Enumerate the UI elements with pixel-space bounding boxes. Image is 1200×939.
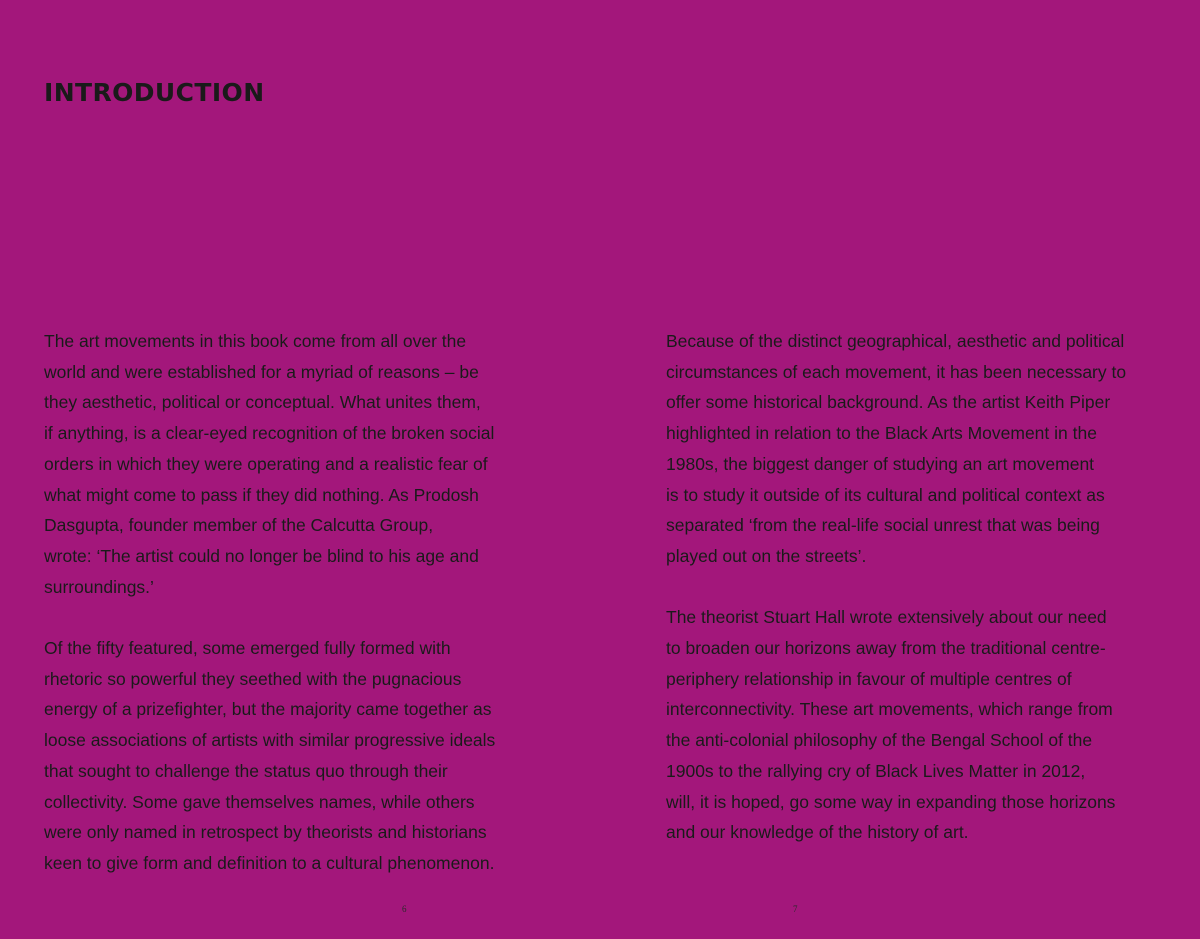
text-line: they aesthetic, political or conceptual. What unites them,	[44, 392, 481, 413]
text-line: surroundings.’	[44, 576, 154, 597]
page-number: 6	[402, 904, 407, 914]
text-line: and our knowledge of the history of art.	[666, 822, 969, 843]
text-line: orders in which they were operating and a realistic fear of	[44, 453, 488, 474]
text-line: Dasgupta, founder member of the Calcutta Group,	[44, 515, 434, 536]
text-line: highlighted in relation to the Black Arts Movement in the	[666, 423, 1097, 444]
text-line: what might come to pass if they did nothing. As Prodosh	[44, 484, 479, 505]
text-line: collectivity. Some gave themselves names, while others	[44, 791, 475, 812]
paragraph	[666, 326, 1166, 572]
text-line: The theorist Stuart Hall wrote extensively about our need	[666, 607, 1107, 628]
chapter-heading: INTRODUCTION	[44, 78, 265, 107]
right-page	[600, 0, 1200, 939]
text-line: loose associations of artists with similar progressive ideals	[44, 730, 496, 751]
text-line: energy of a prizefighter, but the majority came together as	[44, 699, 492, 720]
text-line: wrote: ‘The artist could no longer be blind to his age and	[44, 545, 479, 566]
text-line: will, it is hoped, go some way in expanding those horizons	[666, 791, 1116, 812]
text-line: were only named in retrospect by theorists and historians	[44, 822, 487, 843]
text-line: interconnectivity. These art movements, which range from	[666, 699, 1113, 720]
text-line: 1980s, the biggest danger of studying an art movement	[666, 453, 1095, 474]
text-line: to broaden our horizons away from the traditional centre-	[666, 638, 1106, 659]
text-line: that sought to challenge the status quo through their	[44, 760, 448, 781]
paragraph	[44, 633, 544, 879]
text-line: played out on the streets’.	[666, 545, 867, 566]
text-line: circumstances of each movement, it has been necessary to	[666, 361, 1127, 382]
text-line: separated ‘from the real-life social unrest that was being	[666, 515, 1100, 536]
text-line: periphery relationship in favour of multiple centres of	[666, 668, 1072, 689]
paragraph	[44, 326, 544, 602]
text-line: Of the fifty featured, some emerged fully formed with	[44, 638, 451, 659]
text-line: keen to give form and definition to a cultural phenomenon.	[44, 852, 495, 873]
text-line: is to study it outside of its cultural and political context as	[666, 484, 1105, 505]
text-line: 1900s to the rallying cry of Black Lives Matter in 2012,	[666, 760, 1086, 781]
page-number: 7	[793, 904, 798, 914]
text-line: offer some historical background. As the artist Keith Piper	[666, 392, 1111, 413]
text-line: The art movements in this book come from all over the	[44, 331, 467, 351]
text-line: if anything, is a clear-eyed recognition of the broken social	[44, 423, 495, 444]
right-text-column	[666, 326, 1166, 879]
paragraph	[666, 602, 1166, 848]
text-line: the anti-colonial philosophy of the Bengal School of the	[666, 730, 1093, 751]
left-text-column	[44, 326, 544, 909]
text-line: rhetoric so powerful they seethed with the pugnacious	[44, 668, 462, 689]
text-line: world and were established for a myriad of reasons – be	[44, 361, 479, 382]
text-line: Because of the distinct geographical, aesthetic and political	[666, 331, 1125, 351]
